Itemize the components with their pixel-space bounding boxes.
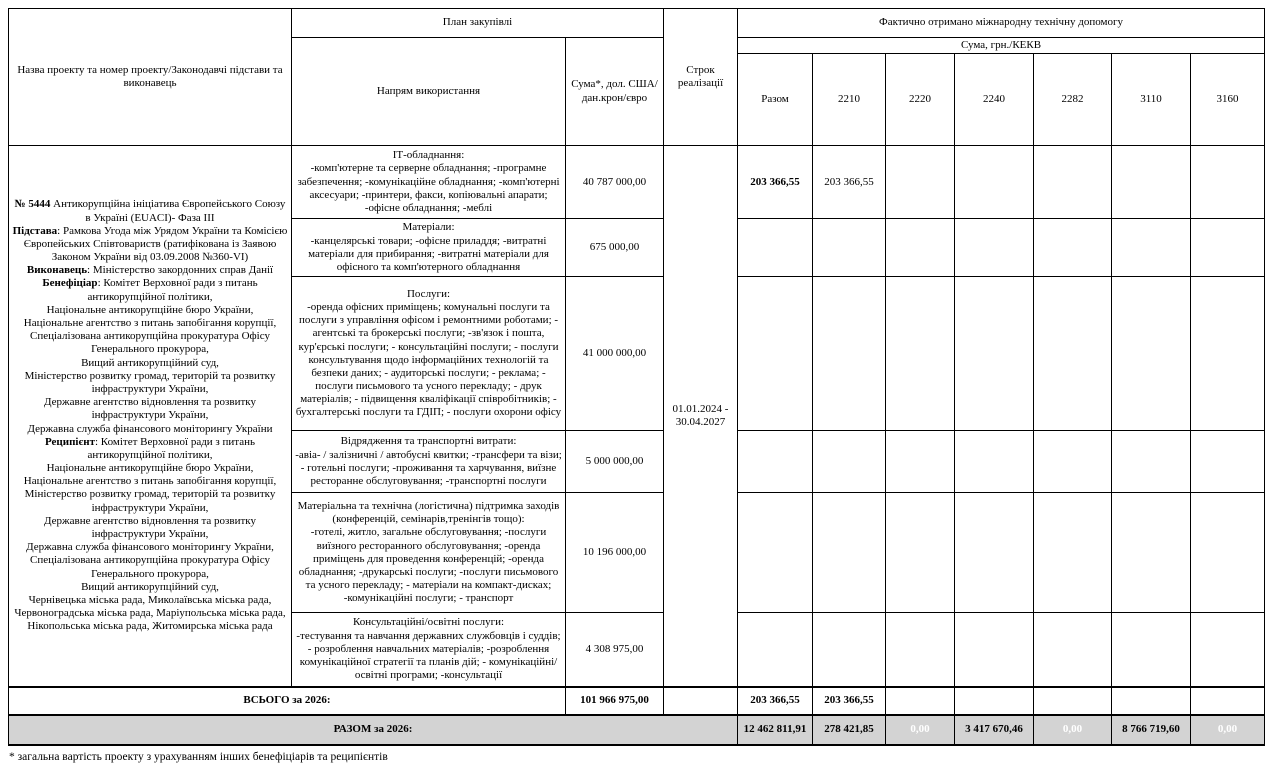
- header-sum-kekv: Сума, грн./КЕКВ: [738, 38, 1265, 54]
- procurement-table: [8, 8, 1265, 746]
- period-cell: 01.01.2024 - 30.04.2027: [664, 146, 738, 687]
- subtotal-2210: 203 366,55: [813, 687, 886, 715]
- kekv-2220-value: [886, 146, 955, 219]
- recipient-line: Національне антикорупційне бюро України,: [46, 462, 254, 475]
- header-razom: Разом: [738, 54, 813, 146]
- kekv-2282-value: [1034, 146, 1112, 219]
- beneficiary-line: Національне антикорупційне бюро України,: [46, 303, 254, 316]
- direction-cell: [292, 431, 566, 493]
- direction-cell: [292, 219, 566, 277]
- project-basis: Підстава: Рамкова Угода між Урядом України та Комісією Європейських Співтовариств (ратифікована із Заявою Законом України від 03.09.2008 №360-VI): [12, 224, 288, 264]
- direction-title: Відрядження та транспортні витрати:: [340, 435, 517, 448]
- header-plan: План закупівлі: [292, 9, 664, 38]
- direction-details: -готелі, житло, загальне обслуговування; -послуги виїзного ресторанного обслуговування; -оренда приміщень для проведення конференцій; -оренда обладнання; -друкарські послуги; -послуги письмового та усного перекладу; - матеріали на компакт-дисках; -комунікаційні послуги; - транспорт: [298, 526, 559, 605]
- grand-razom: 12 462 811,91: [738, 715, 813, 745]
- header-received: Фактично отримано міжнародну технічну допомогу: [738, 9, 1265, 38]
- grand-3160: 0,00: [1191, 715, 1265, 745]
- recipient-line: Національне агентство з питань запобігання корупції,: [23, 475, 277, 488]
- project-description-cell: [9, 146, 292, 687]
- recipient-line: Державне агентство відновлення та розвитку інфраструктури України,: [44, 514, 256, 541]
- amount-cell: 4 308 975,00: [566, 613, 664, 687]
- direction-title: ІТ-обладнання:: [392, 149, 465, 162]
- direction-title: Матеріальна та технічна (логістична) підтримка заходів (конференцій, семінарів,тренінгів тощо):: [297, 499, 560, 526]
- beneficiary-line: Державне агентство відновлення та розвитку інфраструктури України,: [44, 396, 256, 422]
- recipient-line: Міністерство розвитку громад, територій та розвитку інфраструктури України,: [24, 488, 276, 514]
- direction-cell: [292, 613, 566, 687]
- kekv-2210-value: 203 366,55: [813, 146, 886, 219]
- recipient-line: Державна служба фінансового моніторингу України,: [26, 541, 274, 554]
- subtotal-label: ВСЬОГО за 2026:: [9, 687, 566, 715]
- recipient-line: Червоноградська міська рада, Маріупольська міська рада,: [14, 607, 286, 620]
- direction-details: -оренда офісних приміщень; комунальні послуги та послуги з управління офісом і ремонтними роботами; - агентські та брокерські послуги; -зв'язок і пошта, кур'єрські послуги; - консультаційні послуги; - послуги консультування щодо інформаційних технологій та безпеки даних; - аудиторські послуги; - реклама; - послуги письмового та усного перекладу; - друк матеріалів; - підвищення кваліфікації співробітників; - бухгалтерські послуги та ГДІП; - послуги охорони офісу: [295, 300, 562, 419]
- razom-value: 203 366,55: [738, 146, 813, 219]
- amount-cell: 40 787 000,00: [566, 146, 664, 219]
- kekv-3110-value: [1112, 146, 1191, 219]
- header-kekv-2240: 2240: [955, 54, 1034, 146]
- direction-title: Матеріали:: [402, 221, 455, 234]
- beneficiary-line: Спеціалізована антикорупційна прокуратура Офісу Генерального прокурора,: [30, 330, 270, 356]
- header-kekv-3110: 3110: [1112, 54, 1191, 146]
- amount-cell: 5 000 000,00: [566, 431, 664, 493]
- direction-cell: [292, 277, 566, 431]
- subtotal-row: [9, 687, 1265, 715]
- recipient-line: Вищий антикорупційний суд,: [81, 580, 219, 593]
- direction-details: -канцелярські товари; -офісне приладдя; -витратні матеріали для прибирання; -витратні матеріали для офісного та комп'ютерного обладнання: [308, 234, 549, 273]
- grand-2240: 3 417 670,46: [955, 715, 1034, 745]
- beneficiary-line: Національне агентство з питань запобігання корупції,: [23, 317, 277, 330]
- kekv-3160-value: [1191, 146, 1265, 219]
- grand-total-label: РАЗОМ за 2026:: [9, 715, 738, 745]
- recipient-line: Нікопольська міська рада, Житомирська міська рада: [27, 620, 273, 633]
- direction-cell: [292, 493, 566, 613]
- kekv-2240-value: [955, 146, 1034, 219]
- direction-title: Послуги:: [406, 287, 451, 300]
- direction-title: Консультаційні/освітні послуги:: [352, 616, 505, 629]
- direction-cell: [292, 146, 566, 219]
- project-recipient: Реципієнт: Комітет Верховної ради з питань антикорупційної політики,: [44, 435, 256, 461]
- direction-details: -комп'ютерне та серверне обладнання; -програмне забезпечення; -комунікаційне обладнання; -комп'ютерні аксесуари; -принтери, факси, копіювальні апарати; -офісне обладнання; -меблі: [297, 162, 560, 214]
- amount-cell: 675 000,00: [566, 219, 664, 277]
- amount-cell: 10 196 000,00: [566, 493, 664, 613]
- header-kekv-2210: 2210: [813, 54, 886, 146]
- header-kekv-2282: 2282: [1034, 54, 1112, 146]
- header-sum-usd: Сума*, дол. США/дан.крон/євро: [566, 38, 664, 146]
- recipient-line: Спеціалізована антикорупційна прокуратура Офісу Генерального прокурора,: [30, 554, 270, 580]
- grand-2220: 0,00: [886, 715, 955, 745]
- header-project-column: Назва проекту та номер проекту/Законодавчі підстави та виконавець: [9, 9, 292, 146]
- header-kekv-3160: 3160: [1191, 54, 1265, 146]
- direction-details: -тестування та навчання державних службовців і суддів; - розроблення навчальних матеріалів; -розроблення комунікаційної стратегії та планів дій; - комунікаційні/освітні програми; -консультації: [296, 629, 561, 682]
- header-kekv-2220: 2220: [886, 54, 955, 146]
- table-row: [9, 146, 1265, 219]
- beneficiary-line: Державна служба фінансового моніторингу України: [27, 422, 273, 435]
- project-beneficiary: Бенефіціар: Комітет Верховної ради з питань антикорупційної політики,: [42, 277, 258, 303]
- beneficiary-line: Вищий антикорупційний суд,: [81, 356, 219, 369]
- grand-2282: 0,00: [1034, 715, 1112, 745]
- subtotal-razom: 203 366,55: [738, 687, 813, 715]
- direction-details: -авіа- / залізничні / автобусні квитки; -трансфери та візи; - готельні послуги; -проживання та харчування, виїзне ресторанне обслуговування; -транспортні послуги: [295, 448, 562, 487]
- header-term: Строк реалізації: [664, 9, 738, 146]
- footnote: * загальна вартість проекту з урахуванням інших бенефіціарів та реципієнтів: [9, 750, 388, 763]
- recipient-line: Чернівецька міська рада, Миколаївська міська рада,: [28, 593, 272, 606]
- subtotal-amount: 101 966 975,00: [566, 687, 664, 715]
- project-title: № 5444 Антикорупційна ініціатива Європейського Союзу в Україні (EUACI)- Фаза III: [14, 198, 286, 224]
- grand-total-row: [9, 715, 1265, 745]
- project-executor: Виконавець: Міністерство закордонних справ Данії: [26, 264, 274, 277]
- header-direction: Напрям використання: [292, 38, 566, 146]
- beneficiary-line: Міністерство розвитку громад, територій та розвитку інфраструктури України,: [24, 369, 276, 395]
- amount-cell: 41 000 000,00: [566, 277, 664, 431]
- grand-2210: 278 421,85: [813, 715, 886, 745]
- grand-3110: 8 766 719,60: [1112, 715, 1191, 745]
